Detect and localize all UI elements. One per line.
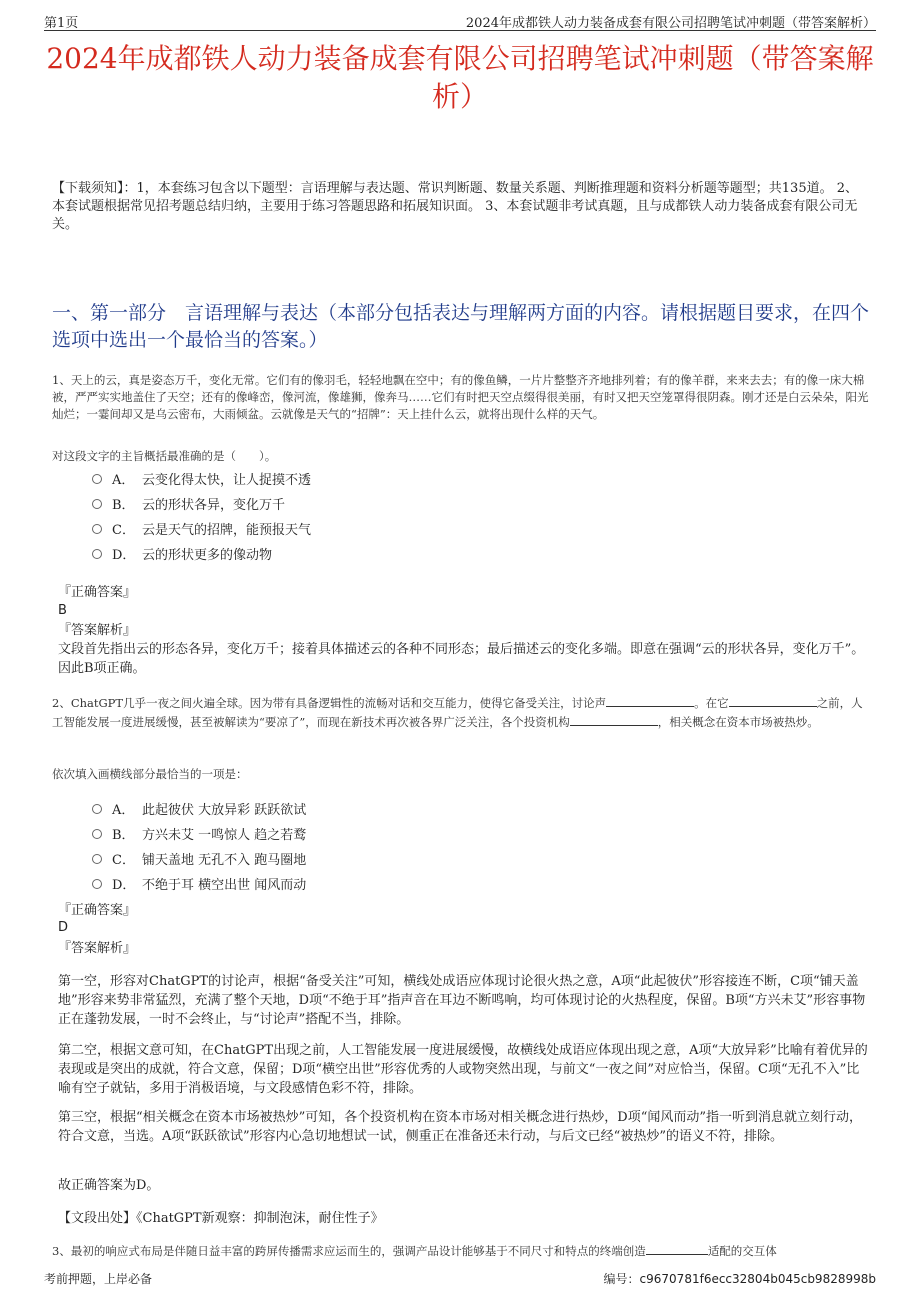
question-1-stem: 1、天上的云，真是姿态万千，变化无常。它们有的像羽毛，轻轻地飘在空中；有的像鱼鳞，一片片整整齐齐地排列着；有的像羊群，来来去去；有的像一床大棉被，严严实实地盖住了天空；还有的像峰峦，像河流，像雄狮，像奔马……它们有时把天空点缀得很美丽，有时又把天空笼罩得很阴森。刚才还是白云朵朵，阳光灿烂；一霎间却又是乌云密布，大雨倾盆。云就像是天气的“招牌”：天上挂什么云，就将出现什么样的天气。 (52, 373, 869, 421)
blank-1 (646, 1242, 708, 1255)
radio-icon[interactable] (92, 854, 102, 864)
radio-icon[interactable] (92, 879, 102, 889)
page-title: 2024年成都铁人动力装备成套有限公司招聘笔试冲刺题（带答案解析） (46, 42, 874, 113)
question-1-ask: 对这段文字的主旨概括最准确的是（ ）。 (52, 449, 277, 463)
analysis-conclusion: 故正确答案为D。 (58, 1178, 160, 1193)
radio-icon[interactable] (92, 474, 102, 484)
analysis-label: 『答案解析』 (58, 941, 137, 956)
radio-icon[interactable] (92, 804, 102, 814)
radio-icon[interactable] (92, 499, 102, 509)
download-notice: 【下载须知】：1，本套练习包含以下题型：言语理解与表达题、常识判断题、数量关系题、判断推理题和资料分析题等题型；共135道。 2、本套试题根据常见招考题总结归纳，主要用于练习答题思路和拓展知识面。 3、本套试题非考试真题，且与成都铁人动力装备成套有限公司无关。 (52, 181, 858, 232)
answer-label: 『正确答案』 (58, 903, 137, 918)
blank-2 (729, 694, 817, 707)
analysis-paragraph-1: 第一空，形容对ChatGPT的讨论声，根据“备受关注”可知，横线处成语应体现讨论很火热之意，A项“此起彼伏”形容接连不断，C项“铺天盖地”形容来势非常猛烈，充满了整个天地，D项“不绝于耳”指声音在耳边不断鸣响，均可体现讨论的火热程度，保留。B项“方兴未艾”形容事物正在蓬勃发展，一时不会终止，与“讨论声”搭配不当，排除。 (58, 974, 866, 1027)
passage-source: 【文段出处】《ChatGPT新观察：抑制泡沫，耐住性子》 (58, 1211, 384, 1226)
header-doc-title: 2024年成都铁人动力装备成套有限公司招聘笔试冲刺题（带答案解析） (465, 16, 876, 31)
option-b[interactable]: B． 云的形状各异，变化万千 (92, 491, 311, 516)
analysis-text: 文段首先指出云的形态各异，变化万千；接着具体描述云的各种不同形态；最后描述云的变化多端。即意在强调“云的形状各异，变化万千”。因此B项正确。 (58, 642, 865, 676)
option-a[interactable]: A． 云变化得太快，让人捉摸不透 (92, 466, 311, 491)
question-1-options (92, 466, 311, 566)
analysis-label: 『答案解析』 (58, 623, 137, 638)
option-c[interactable]: C． 铺天盖地 无孔不入 跑马圈地 (92, 846, 306, 871)
option-d[interactable]: D． 云的形状更多的像动物 (92, 541, 311, 566)
question-2-stem: 2、ChatGPT几乎一夜之间火遍全球。因为带有具备逻辑性的流畅对话和交互能力，使得它备受关注，讨论声 。在它 之前，人工智能发展一度进展缓慢，甚至被解读为“要凉了”，而现在新技术再次被各界广泛关注，各个投资机构 ，相关概念在资本市场被热炒。 (52, 696, 863, 729)
page-header (44, 10, 876, 31)
footer-slogan: 考前押题，上岸必备 (44, 1272, 153, 1286)
option-b[interactable]: B． 方兴未艾 一鸣惊人 趋之若鹜 (92, 821, 306, 846)
page-number: 第1页 (44, 16, 79, 31)
answer-value: D (58, 920, 69, 935)
question-3-stem: 3、最初的响应式布局是伴随日益丰富的跨屏传播需求应运而生的，强调产品设计能够基于不同尺寸和特点的终端创造 适配的交互体 (52, 1244, 777, 1258)
option-d[interactable]: D． 不绝于耳 横空出世 闻风而动 (92, 871, 306, 896)
blank-3 (570, 713, 658, 726)
analysis-paragraph-2: 第二空，根据文意可知，在ChatGPT出现之前，人工智能发展一度进展缓慢，故横线处成语应体现出现之意，A项“大放异彩”比喻有着优异的表现或是突出的成就，符合文意，保留；D项“横空出世”形容优秀的人或物突然出现，与前文“一夜之间”对应恰当，保留。C项“无孔不入”比喻有空子就钻，多用于消极语境，与文段感情色彩不符，排除。 (58, 1043, 868, 1096)
document-id: 编号：c9670781f6ecc32804b045cb9828998b (603, 1272, 876, 1286)
analysis-paragraph-3: 第三空，根据“相关概念在资本市场被热炒”可知，各个投资机构在资本市场对相关概念进行热炒，D项“闻风而动”指一听到消息就立刻行动，符合文意，当选。A项“跃跃欲试”形容内心急切地想试一试，侧重正在准备还未行动，与后文已经“被热炒”的语义不符，排除。 (58, 1110, 863, 1144)
blank-1 (606, 694, 694, 707)
answer-label: 『正确答案』 (58, 585, 137, 600)
radio-icon[interactable] (92, 524, 102, 534)
question-2-ask: 依次填入画横线部分最恰当的一项是： (52, 767, 248, 781)
option-c[interactable]: C． 云是天气的招牌，能预报天气 (92, 516, 311, 541)
option-a[interactable]: A． 此起彼伏 大放异彩 跃跃欲试 (92, 796, 306, 821)
radio-icon[interactable] (92, 549, 102, 559)
section-heading: 一、第一部分 言语理解与表达（本部分包括表达与理解两方面的内容。请根据题目要求，在四个选项中选出一个最恰当的答案。） (52, 302, 870, 351)
question-2-options (92, 796, 306, 896)
radio-icon[interactable] (92, 829, 102, 839)
answer-value: B (58, 603, 67, 618)
